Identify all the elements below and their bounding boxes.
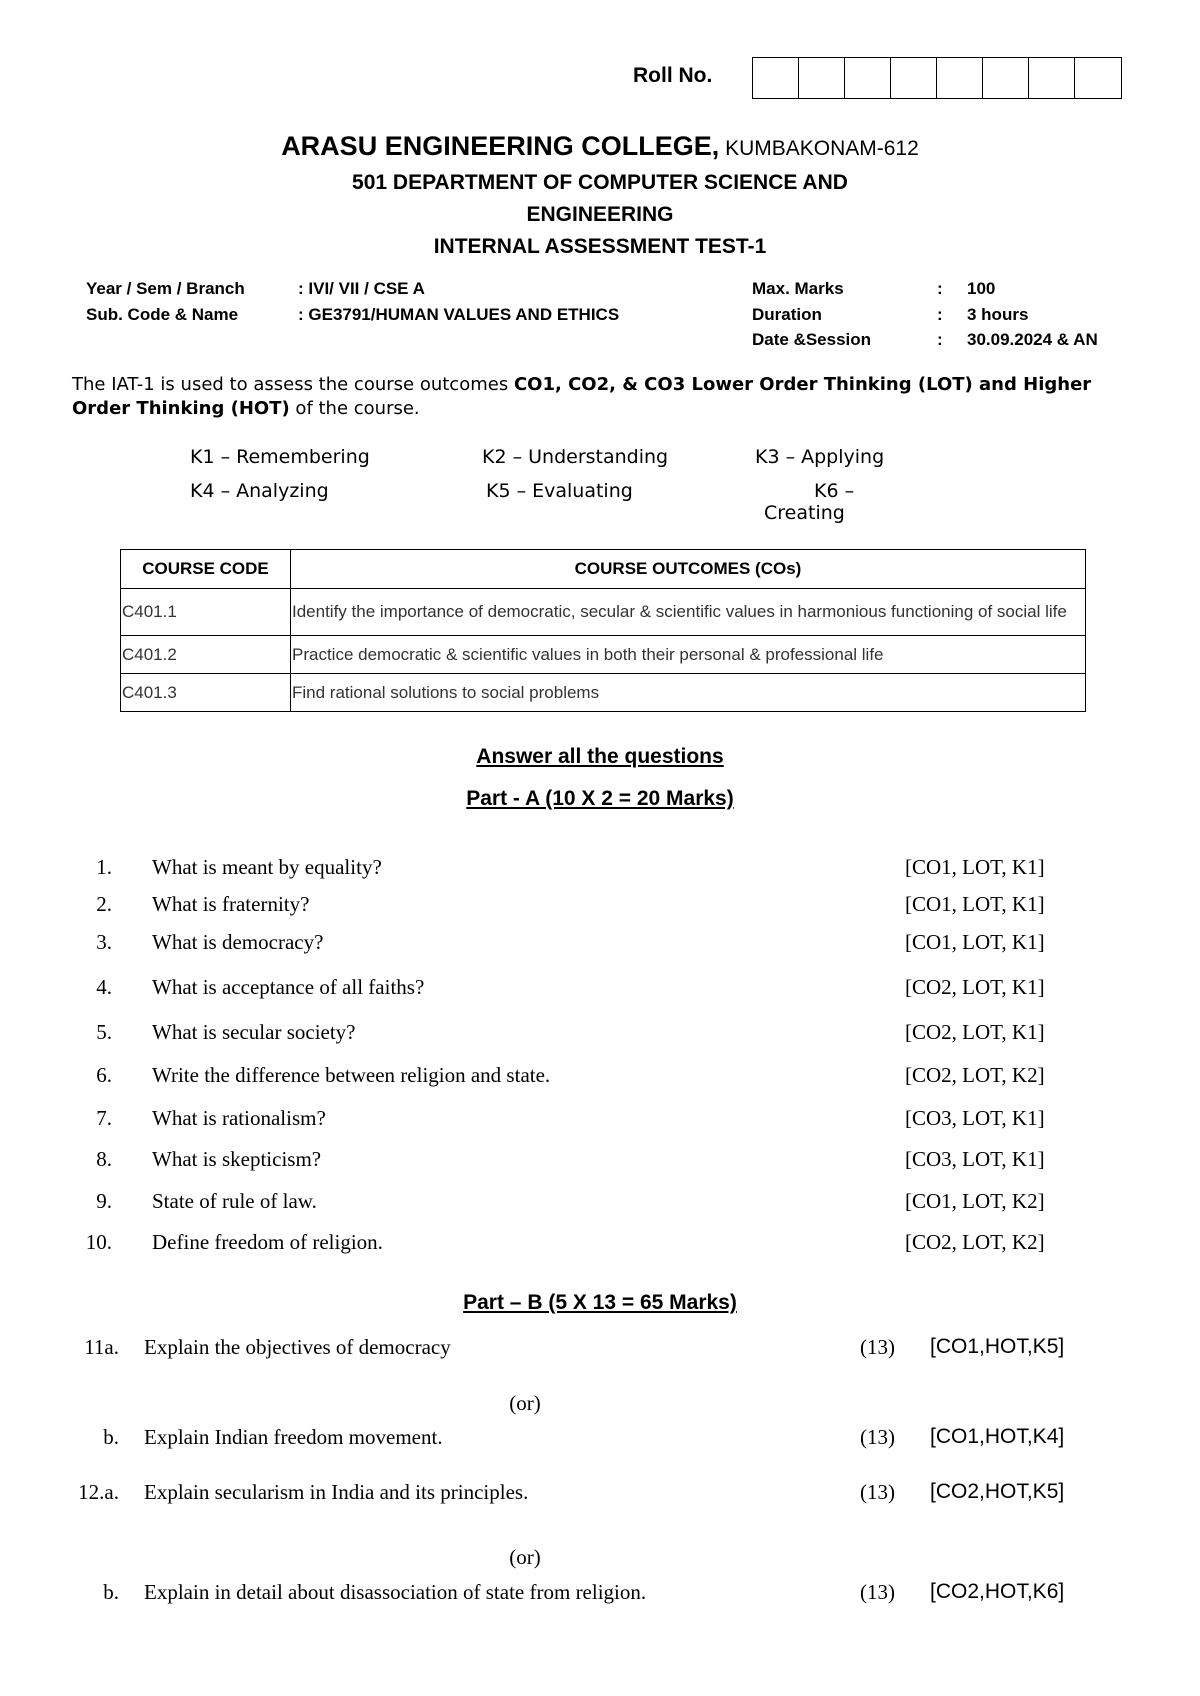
question-tag: [CO1,HOT,K5] bbox=[930, 1335, 1065, 1358]
course-outcome-cell: Practice democratic & scientific values in both their personal & professional life bbox=[291, 636, 1086, 674]
question-marks: (13) bbox=[860, 1335, 895, 1359]
level-k6-line-1: K6 – bbox=[814, 480, 855, 502]
question-number: 6. bbox=[96, 1063, 112, 1087]
department-line-1: 501 DEPARTMENT OF COMPUTER SCIENCE AND bbox=[352, 171, 848, 194]
question-text: What is acceptance of all faiths? bbox=[152, 975, 425, 999]
question-row bbox=[0, 1147, 1200, 1175]
course-outcomes-header: COURSE OUTCOMES (COs) bbox=[291, 550, 1086, 589]
roll-number-boxes bbox=[752, 57, 1122, 99]
question-tag: [CO3, LOT, K1] bbox=[905, 1106, 1045, 1130]
question-text: Explain secularism in India and its principles. bbox=[144, 1480, 529, 1504]
question-text: What is rationalism? bbox=[152, 1106, 326, 1130]
course-code-cell: C401.1 bbox=[121, 589, 291, 636]
course-outcome-cell: Identify the importance of democratic, secular & scientific values in harmonious functioning of social life bbox=[291, 589, 1086, 636]
question-number: 2. bbox=[96, 892, 112, 916]
question-tag: [CO2, LOT, K1] bbox=[905, 975, 1045, 999]
roll-number-box bbox=[891, 58, 937, 98]
question-number: 10. bbox=[85, 1230, 112, 1254]
test-title: INTERNAL ASSESSMENT TEST-1 bbox=[433, 235, 767, 258]
duration-label: Duration bbox=[752, 305, 822, 324]
question-text: Write the difference between religion and state. bbox=[152, 1063, 551, 1087]
date-session-value: 30.09.2024 & AN bbox=[967, 330, 1098, 349]
question-row bbox=[0, 1480, 1200, 1508]
question-row bbox=[0, 1189, 1200, 1217]
college-location: KUMBAKONAM-612 bbox=[719, 137, 919, 160]
question-row bbox=[0, 1425, 1200, 1453]
question-number: 9. bbox=[96, 1189, 112, 1213]
question-text: What is meant by equality? bbox=[152, 855, 382, 879]
roll-number-box bbox=[1029, 58, 1075, 98]
table-header-row bbox=[121, 550, 1086, 589]
question-number: 8. bbox=[96, 1147, 112, 1171]
roll-number-box bbox=[1075, 58, 1121, 98]
department-line-2: ENGINEERING bbox=[526, 203, 674, 226]
question-number: 12.a. bbox=[78, 1480, 119, 1504]
roll-number-box bbox=[937, 58, 983, 98]
question-text: State of rule of law. bbox=[152, 1189, 317, 1213]
college-heading bbox=[0, 131, 1200, 162]
intro-text-bold: CO1, CO2, & CO3 Lower Order Thinking (LOT) and Higher Order Thinking (HOT) bbox=[72, 374, 1092, 419]
question-text: Explain the objectives of democracy bbox=[144, 1335, 451, 1359]
question-tag: [CO1, LOT, K1] bbox=[905, 855, 1045, 879]
question-tag: [CO2,HOT,K6] bbox=[930, 1580, 1065, 1603]
level-k6-line-2: Creating bbox=[764, 502, 845, 524]
question-number: 1. bbox=[96, 855, 112, 879]
part-b-title: Part – B (5 X 13 = 65 Marks) bbox=[463, 1291, 737, 1314]
question-tag: [CO1,HOT,K4] bbox=[930, 1425, 1065, 1448]
course-code-cell: C401.2 bbox=[121, 636, 291, 674]
question-tag: [CO2, LOT, K1] bbox=[905, 1020, 1045, 1044]
question-tag: [CO1, LOT, K1] bbox=[905, 930, 1045, 954]
question-row bbox=[0, 1230, 1200, 1258]
question-text: Explain Indian freedom movement. bbox=[144, 1425, 443, 1449]
subject-value: : GE3791/HUMAN VALUES AND ETHICS bbox=[298, 305, 620, 324]
year-sem-branch-value: : IVI/ VII / CSE A bbox=[298, 279, 425, 298]
subject-label: Sub. Code & Name bbox=[86, 305, 239, 324]
level-k4: K4 – Analyzing bbox=[190, 480, 329, 502]
date-session-colon: : bbox=[937, 330, 943, 349]
part-a-title: Part - A (10 X 2 = 20 Marks) bbox=[466, 787, 734, 810]
question-marks: (13) bbox=[860, 1580, 895, 1604]
question-number: 5. bbox=[96, 1020, 112, 1044]
question-row bbox=[0, 930, 1200, 958]
course-outcomes-table bbox=[120, 549, 1086, 712]
table-row bbox=[121, 674, 1086, 712]
question-tag: [CO1, LOT, K1] bbox=[905, 892, 1045, 916]
college-name: ARASU ENGINEERING COLLEGE, bbox=[281, 131, 720, 161]
roll-number-box bbox=[983, 58, 1029, 98]
question-text: What is secular society? bbox=[152, 1020, 356, 1044]
max-marks-value: 100 bbox=[967, 279, 996, 298]
question-row bbox=[0, 892, 1200, 920]
question-number: 3. bbox=[96, 930, 112, 954]
intro-text-end: of the course. bbox=[289, 398, 420, 419]
course-code-cell: C401.3 bbox=[121, 674, 291, 712]
question-text: Explain in detail about disassociation of state from religion. bbox=[144, 1580, 647, 1604]
level-k2: K2 – Understanding bbox=[482, 446, 669, 468]
question-marks: (13) bbox=[860, 1480, 895, 1504]
question-tag: [CO2,HOT,K5] bbox=[930, 1480, 1065, 1503]
max-marks-colon: : bbox=[937, 279, 943, 298]
question-text: Define freedom of religion. bbox=[152, 1230, 383, 1254]
question-number: 11a. bbox=[84, 1335, 119, 1359]
question-row bbox=[0, 1580, 1200, 1608]
question-tag: [CO2, LOT, K2] bbox=[905, 1063, 1045, 1087]
roll-number-label: Roll No. bbox=[633, 64, 713, 87]
duration-colon: : bbox=[937, 305, 943, 324]
level-k1: K1 – Remembering bbox=[190, 446, 370, 468]
roll-number-box bbox=[845, 58, 891, 98]
question-row bbox=[0, 1020, 1200, 1048]
question-row bbox=[0, 1335, 1200, 1363]
max-marks-label: Max. Marks bbox=[752, 279, 844, 298]
intro-text-start: The IAT-1 is used to assess the course outcomes bbox=[72, 374, 514, 395]
date-session-label: Date &Session bbox=[752, 330, 872, 349]
table-row bbox=[121, 636, 1086, 674]
question-tag: [CO2, LOT, K2] bbox=[905, 1230, 1045, 1254]
level-k3: K3 – Applying bbox=[755, 446, 885, 468]
question-tag: [CO3, LOT, K1] bbox=[905, 1147, 1045, 1171]
or-separator: (or) bbox=[509, 1545, 541, 1569]
question-row bbox=[0, 855, 1200, 883]
question-tag: [CO1, LOT, K2] bbox=[905, 1189, 1045, 1213]
question-marks: (13) bbox=[860, 1425, 895, 1449]
year-sem-branch-label: Year / Sem / Branch bbox=[86, 279, 245, 298]
question-text: What is democracy? bbox=[152, 930, 324, 954]
question-row bbox=[0, 1106, 1200, 1134]
question-number: 7. bbox=[96, 1106, 112, 1130]
roll-number-box bbox=[753, 58, 799, 98]
table-row bbox=[121, 589, 1086, 636]
question-number: b. bbox=[103, 1580, 119, 1604]
question-text: What is skepticism? bbox=[152, 1147, 322, 1171]
or-separator: (or) bbox=[509, 1391, 541, 1415]
duration-value: 3 hours bbox=[967, 305, 1029, 324]
course-code-header: COURSE CODE bbox=[121, 550, 291, 589]
question-number: b. bbox=[103, 1425, 119, 1449]
question-row bbox=[0, 1063, 1200, 1091]
course-outcome-cell: Find rational solutions to social problems bbox=[291, 674, 1086, 712]
instructions-heading: Answer all the questions bbox=[476, 745, 724, 768]
assessment-intro bbox=[72, 373, 1152, 421]
question-row bbox=[0, 975, 1200, 1003]
question-number: 4. bbox=[96, 975, 112, 999]
question-text: What is fraternity? bbox=[152, 892, 310, 916]
roll-number-box bbox=[799, 58, 845, 98]
level-k5: K5 – Evaluating bbox=[486, 480, 633, 502]
